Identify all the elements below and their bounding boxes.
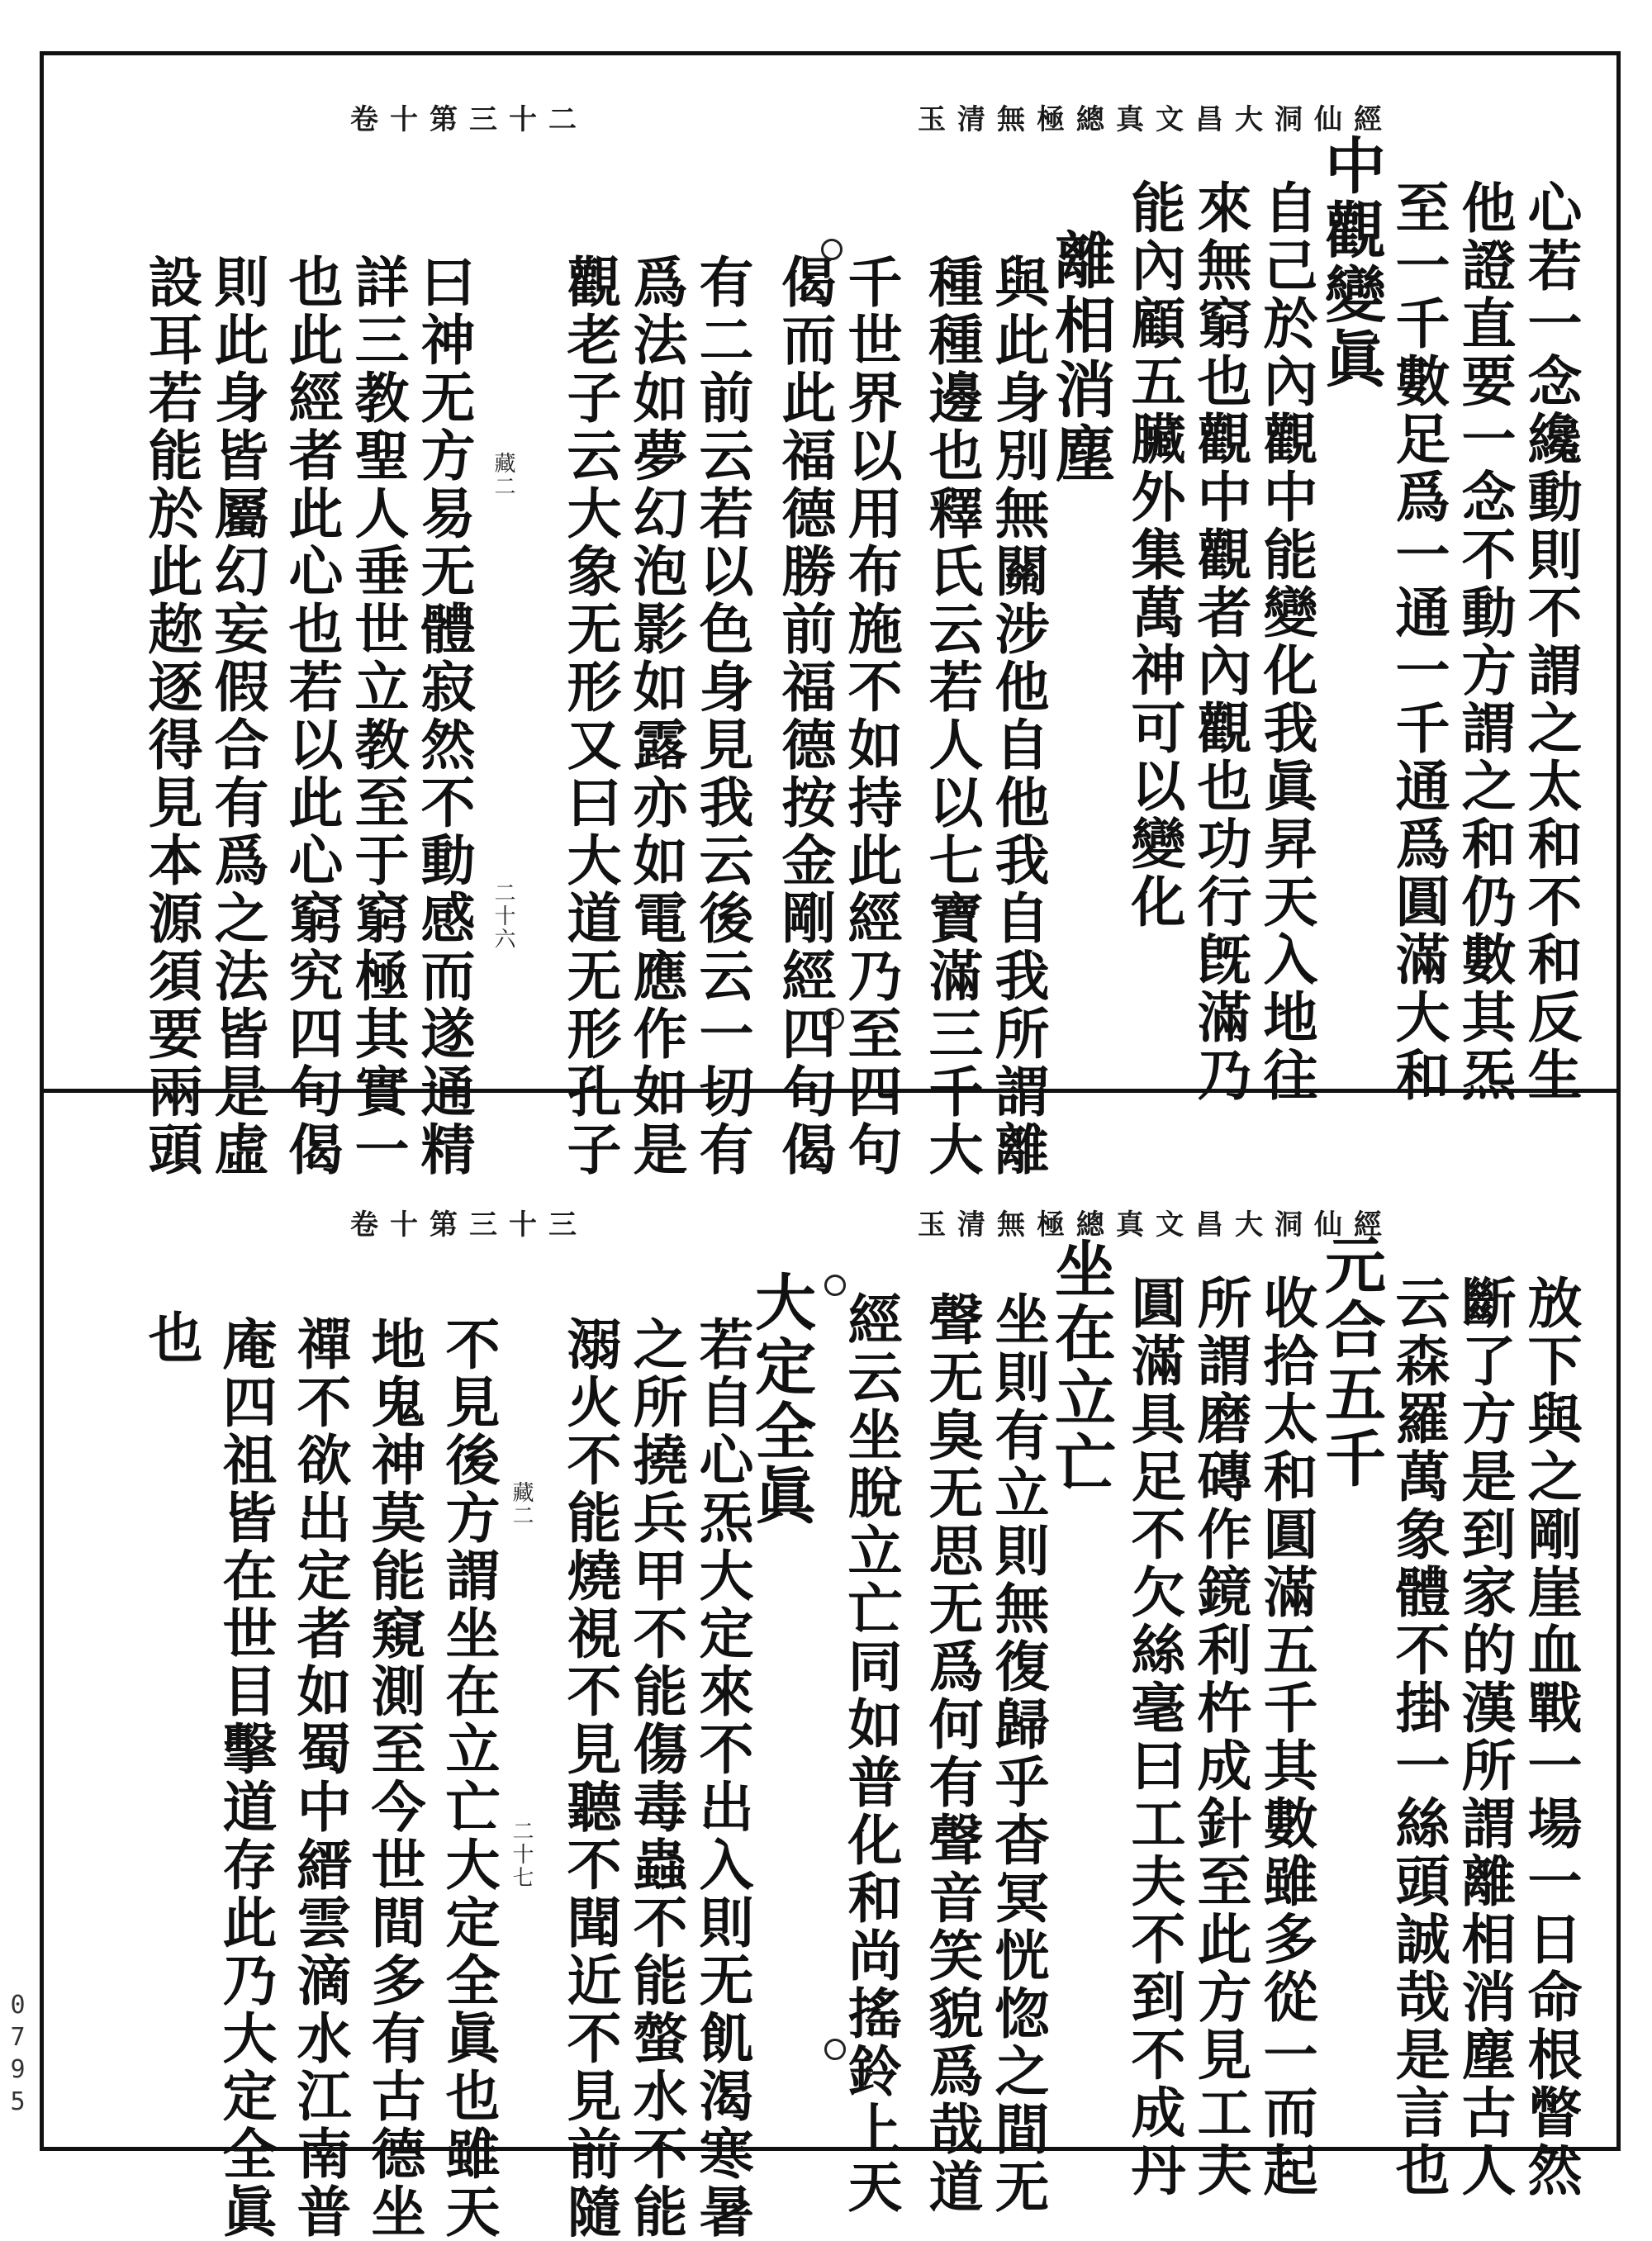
- bottom-col-14: 之所撓兵甲不能傷毒蟲不能螫水不能: [624, 1316, 688, 2241]
- top-col-14: 爲法如夢幻泡影如露亦如電應作如是: [624, 254, 688, 1179]
- bottom-col-heading-2: 坐在立亡: [1045, 1237, 1116, 1495]
- bottom-col-19: 庵四祖皆在世目擊道存此乃大定全眞: [213, 1316, 278, 2241]
- top-col-15: 觀老子云大象无形又曰大道无形孔子: [558, 254, 622, 1179]
- bottom-col-heading-3: 大定全眞: [745, 1270, 816, 1528]
- top-col-1: 心若一念纔動則不謂之太和不和反生: [1518, 179, 1583, 1104]
- bottom-col-7: 圓滿具足不欠絲毫曰工夫不到不成丹: [1122, 1275, 1186, 2200]
- circle-mark: [821, 239, 843, 260]
- top-panel: [44, 55, 1616, 1179]
- top-col-5: 自己於內觀中能變化我眞昇天入地往: [1254, 179, 1318, 1104]
- top-col-13: 有二前云若以色身見我云後云一切有: [690, 254, 754, 1179]
- circle-mark: [824, 2039, 846, 2060]
- bottom-col-15: 溺火不能燒視不見聽不聞近不見前隨: [558, 1316, 622, 2241]
- bottom-col-3: 云森羅萬象體不掛一絲頭誠哉是言也: [1386, 1275, 1450, 2200]
- bottom-header-title: 玉清無極總真文昌大洞仙經: [918, 1208, 1393, 1242]
- bottom-col-17: 地鬼神莫能窺測至今世間多有古德坐: [362, 1316, 426, 2241]
- top-col-16: 曰神无方易无體寂然不動感而遂通精: [411, 254, 476, 1179]
- bottom-col-5: 收拾太和圓滿五千其數雖多從一而起: [1254, 1275, 1318, 2200]
- top-col-9: 與此身別無關涉他自他我自我所謂離: [985, 254, 1050, 1179]
- top-header-title: 玉清無極總真文昌大洞仙經: [918, 103, 1393, 136]
- top-col-7: 能內顧五臟外集萬神可以變化: [1122, 179, 1186, 931]
- top-col-10: 種種邊也釋氏云若人以七寶滿三千大: [919, 254, 984, 1179]
- bottom-col-18: 禪不欲出定者如蜀中縉雲滴水江南普: [287, 1316, 352, 2241]
- top-col-heading-2: 離相消塵: [1045, 229, 1116, 487]
- bottom-col-9: 坐則有立則無復歸乎杳冥恍惚之間无: [985, 1291, 1050, 2216]
- circle-mark: [823, 1008, 844, 1029]
- circle-mark: [824, 1275, 846, 1296]
- bottom-col-1: 放下與之剛崖血戰一場一日命根瞥然: [1518, 1275, 1583, 2200]
- top-col-3: 至一千數足爲一通一千通爲圓滿大和: [1386, 179, 1450, 1104]
- top-col-11: 千世界以用布施不如持此經乃至四句: [838, 254, 903, 1179]
- top-col-2: 他證直要一念不動方謂之和仍數其炁: [1452, 179, 1517, 1104]
- bottom-panel: [44, 1093, 1616, 2241]
- marginal-note: 藏二: [509, 1481, 534, 1527]
- marginal-note: 藏二: [491, 452, 515, 498]
- top-col-heading-1: 中觀變眞: [1315, 134, 1386, 392]
- bottom-col-11: 經云坐脫立亡同如普化和尚搖鈴上天: [838, 1291, 903, 2216]
- top-col-17: 詳三教聖人垂世立教至于窮極其實一: [345, 254, 410, 1179]
- top-col-20: 設耳若能於此趂逐得見本源須要兩頭: [139, 254, 203, 1179]
- bottom-col-heading-1: 元合五千: [1315, 1233, 1386, 1491]
- bottom-col-2: 斷了方是到家的漢所謂離相消塵古人: [1452, 1275, 1517, 2200]
- page-number: 0795: [3, 1991, 32, 2120]
- top-col-18: 也此經者此心也若以此心窮究四句偈: [279, 254, 344, 1179]
- marginal-note: 二十七: [509, 1820, 534, 1889]
- bottom-col-6: 所謂磨磚作鏡利杵成針至此方見工夫: [1188, 1275, 1252, 2200]
- bottom-col-20: 也: [139, 1309, 203, 1367]
- marginal-note: 二十六: [491, 881, 515, 951]
- top-col-19: 則此身皆屬幻妄假合有爲之法皆是虛: [205, 254, 269, 1179]
- top-col-6: 來無窮也觀中觀者內觀也功行旣滿乃: [1188, 179, 1252, 1104]
- bottom-col-16: 不見後方謂坐在立亡大定全眞也雖天: [436, 1316, 501, 2241]
- bottom-col-10: 聲无臭无思无爲何有聲音笑貌爲哉道: [919, 1291, 984, 2216]
- bottom-header-volume: 卷十第三十三: [350, 1208, 588, 1242]
- bottom-col-13: 若自心炁大定來不出入則无飢渴寒暑: [690, 1316, 754, 2241]
- top-col-12: 偈而此福德勝前福德按金剛經四句偈: [772, 254, 837, 1179]
- top-header-volume: 卷十第三十二: [350, 103, 588, 136]
